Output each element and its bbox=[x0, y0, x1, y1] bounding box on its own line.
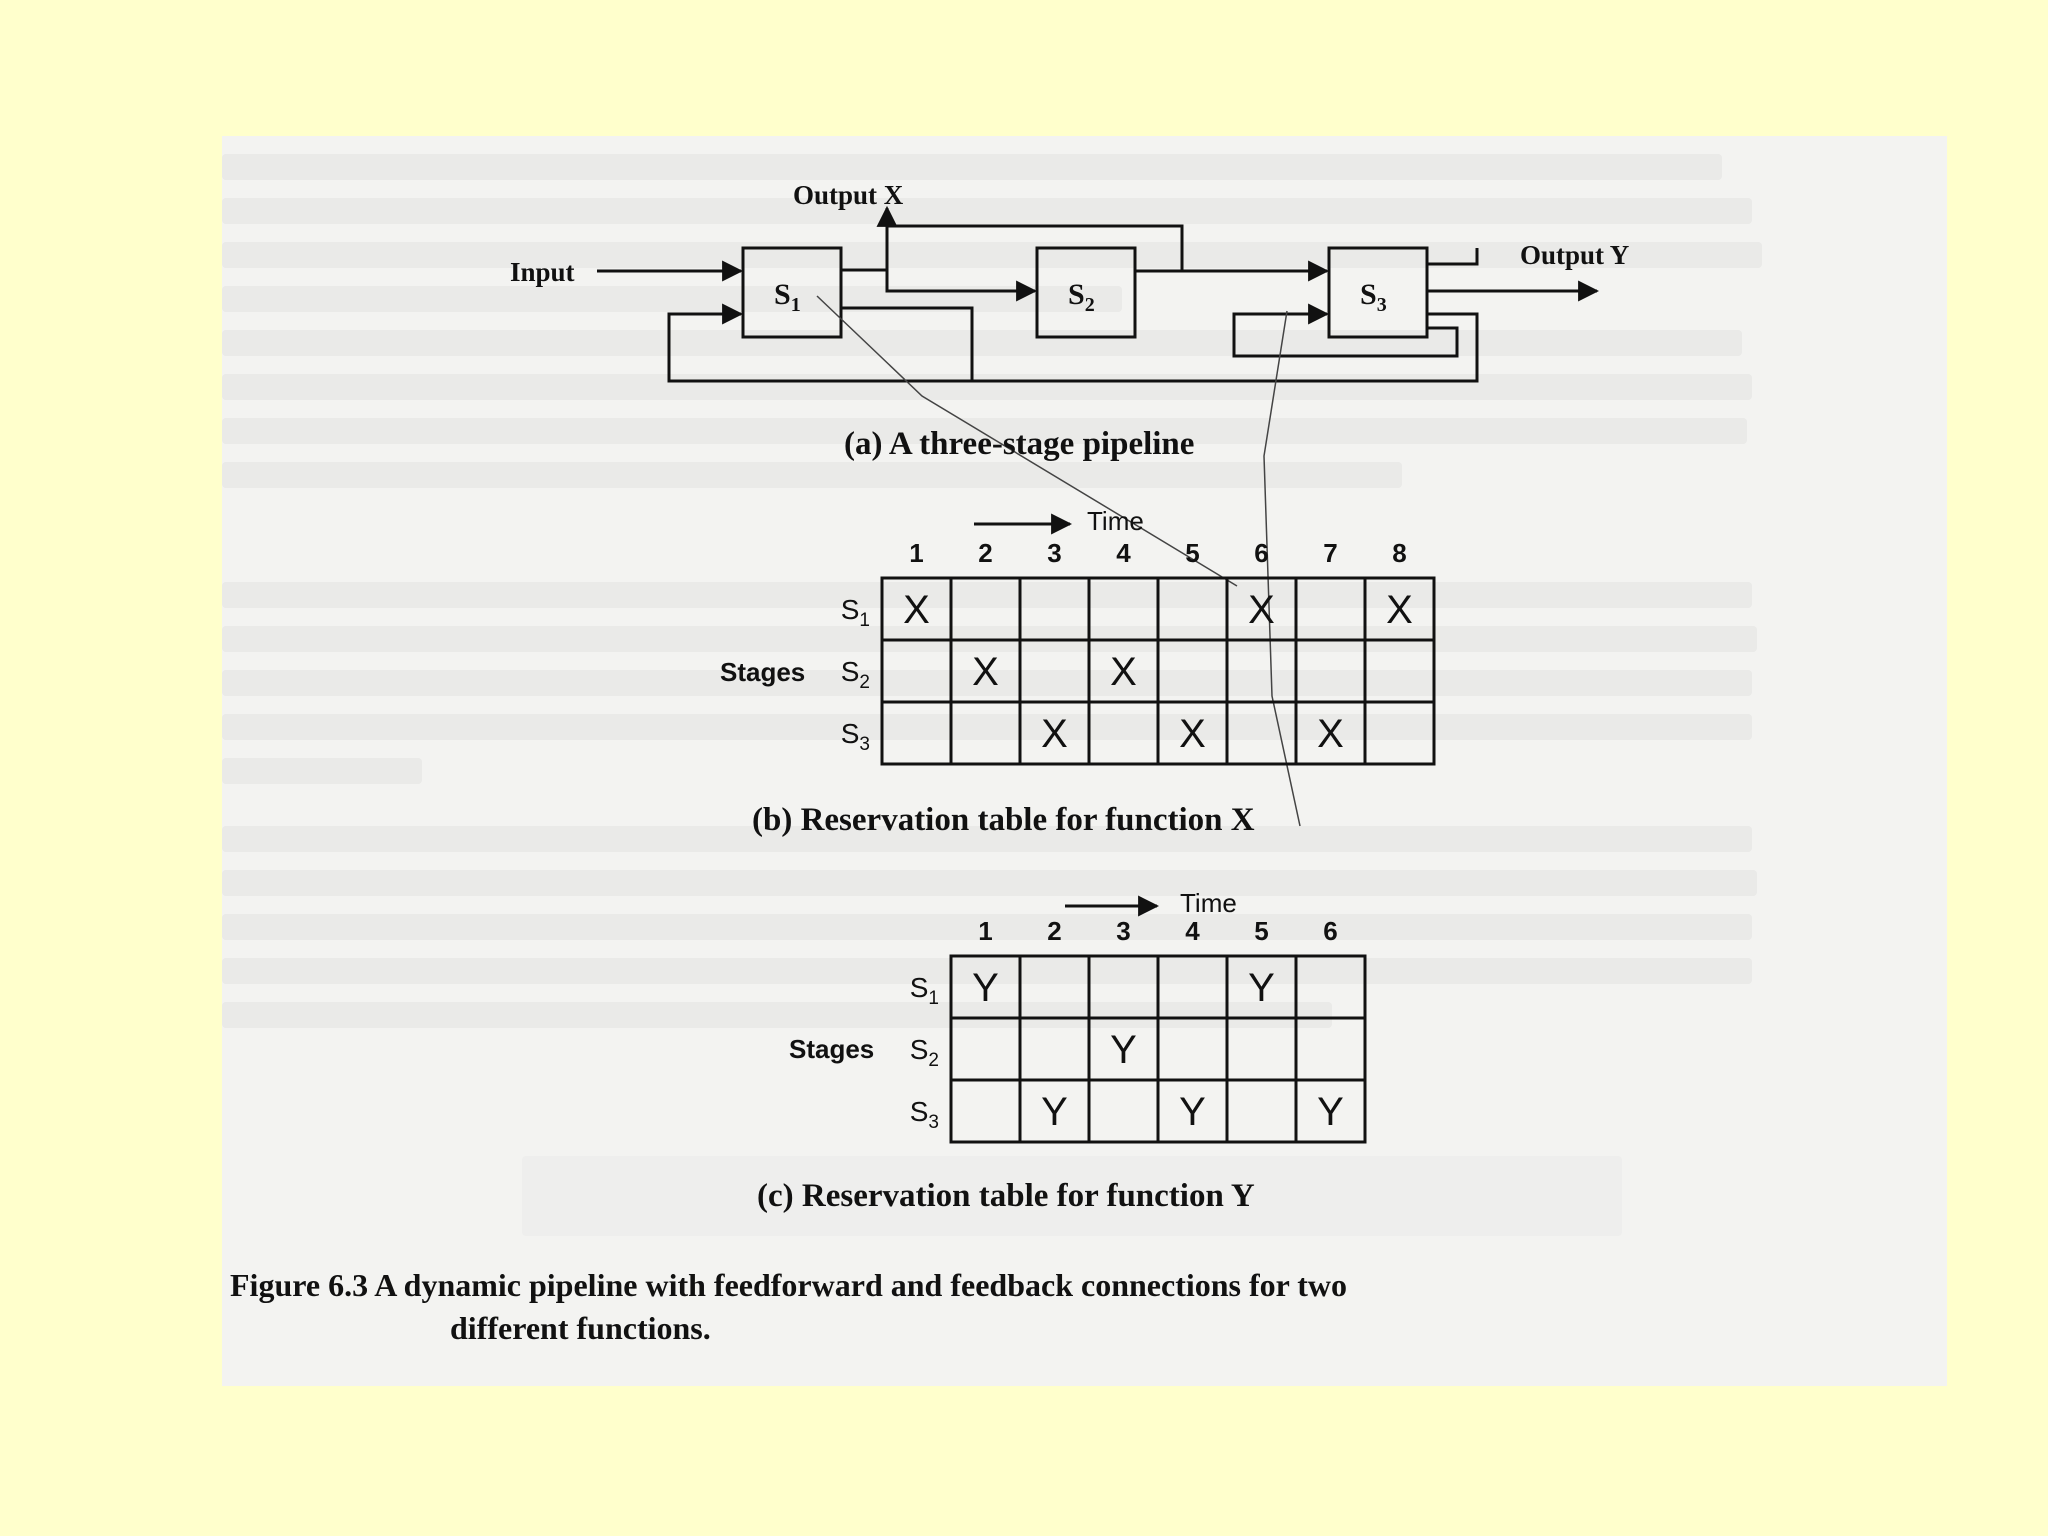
column-header: 6 bbox=[1323, 916, 1338, 946]
column-header: 1 bbox=[978, 916, 993, 946]
column-header: 3 bbox=[1047, 538, 1062, 568]
row-label-s3: $S_3$ bbox=[909, 1096, 939, 1133]
table-cell-mark: X bbox=[1110, 650, 1137, 694]
table-cell-mark: Y bbox=[1317, 1090, 1344, 1134]
table-cell-mark: X bbox=[1248, 588, 1275, 632]
table-cell-mark: X bbox=[1179, 712, 1206, 756]
figure-caption-line2: different functions. bbox=[450, 1310, 711, 1346]
stage-label-s3: $S_3$ bbox=[1360, 278, 1387, 316]
column-header: 2 bbox=[978, 538, 993, 568]
stage-label-s1: $S_1$ bbox=[774, 278, 801, 316]
table-cell-mark: Y bbox=[1041, 1090, 1068, 1134]
table-cell-mark: X bbox=[1041, 712, 1068, 756]
column-header: 5 bbox=[1254, 916, 1269, 946]
column-header: 3 bbox=[1116, 916, 1131, 946]
column-header: 8 bbox=[1392, 538, 1407, 568]
column-header: 2 bbox=[1047, 916, 1062, 946]
time-label-y: Time bbox=[1180, 888, 1237, 918]
row-label-s3: $S_3$ bbox=[840, 718, 870, 755]
row-label-s2: $S_2$ bbox=[840, 656, 870, 693]
row-label-s1: $S_1$ bbox=[909, 972, 939, 1009]
stages-label-y: Stages bbox=[789, 1034, 875, 1064]
table-cell-mark: X bbox=[972, 650, 999, 694]
table-cell-mark: X bbox=[1317, 712, 1344, 756]
table-cell-mark: Y bbox=[1179, 1090, 1206, 1134]
output-y-label: Output Y bbox=[1520, 240, 1630, 270]
column-header: 7 bbox=[1323, 538, 1338, 568]
figure-canvas bbox=[222, 136, 1947, 1386]
column-header: 1 bbox=[909, 538, 924, 568]
table-cell-mark: Y bbox=[1248, 966, 1275, 1010]
column-header: 5 bbox=[1185, 538, 1200, 568]
caption-a: (a) A three-stage pipeline bbox=[844, 426, 1195, 462]
column-header: 6 bbox=[1254, 538, 1269, 568]
output-x-label: Output X bbox=[793, 180, 904, 210]
table-cell-mark: Y bbox=[1110, 1028, 1137, 1072]
table-cell-mark: X bbox=[903, 588, 930, 632]
stages-label-x: Stages bbox=[720, 657, 806, 687]
column-header: 4 bbox=[1185, 916, 1200, 946]
caption-b: (b) Reservation table for function X bbox=[752, 802, 1255, 838]
row-label-s2: $S_2$ bbox=[909, 1034, 939, 1071]
scanned-figure bbox=[222, 136, 1947, 1386]
figure-caption-line1: Figure 6.3 A dynamic pipeline with feedforward and feedback connections for two bbox=[230, 1267, 1348, 1303]
stage-label-s2: $S_2$ bbox=[1068, 278, 1095, 316]
input-label: Input bbox=[510, 257, 575, 287]
row-label-s1: $S_1$ bbox=[840, 594, 870, 631]
time-label-x: Time bbox=[1087, 506, 1144, 536]
table-cell-mark: Y bbox=[972, 966, 999, 1010]
column-header: 4 bbox=[1116, 538, 1131, 568]
caption-c: (c) Reservation table for function Y bbox=[757, 1178, 1255, 1214]
table-cell-mark: X bbox=[1386, 588, 1413, 632]
